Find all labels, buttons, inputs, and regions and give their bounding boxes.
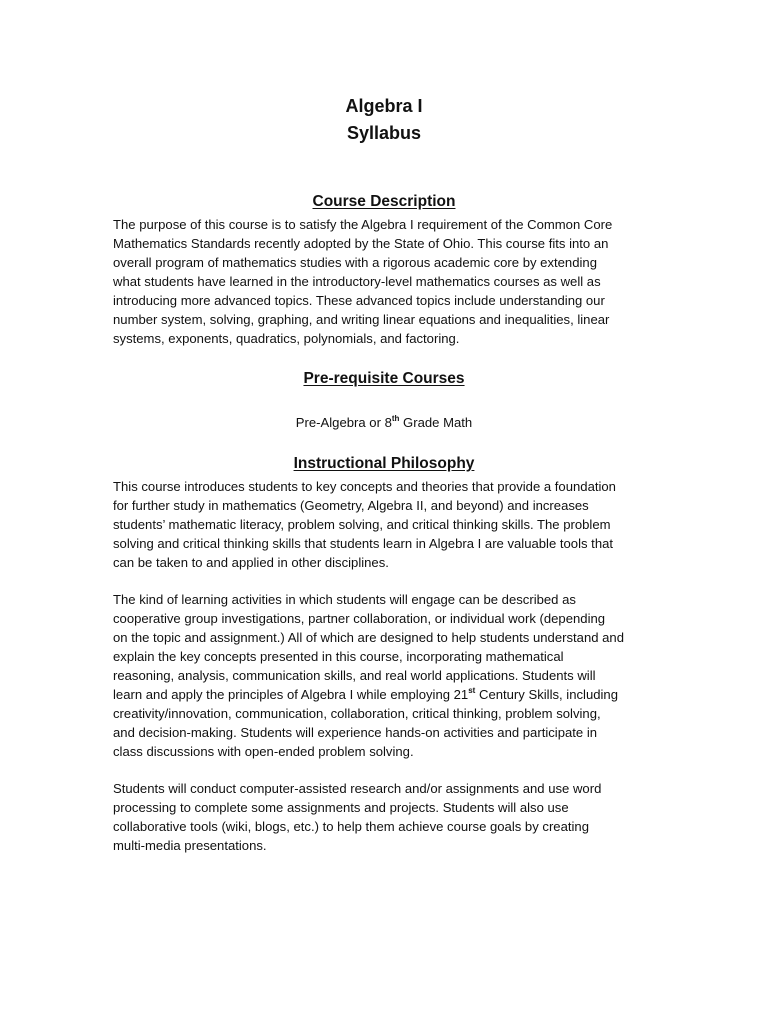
sup-line-after: Century Skills, including [475,687,618,702]
text-line: This course introduces students to key concepts and theories that provide a foundation [113,479,616,494]
text-line: solving and critical thinking skills that students learn in Algebra I are valuable tools that [113,536,614,551]
philosophy-paragraph-2 [113,590,661,761]
course-description-heading: Course Description [312,193,456,210]
text-line: introducing more advanced topics. These advanced topics include understanding our [113,293,605,308]
prereq-superscript: th [391,414,400,423]
text-line: cooperative group investigations, partner collaboration, or individual work (depending [113,611,606,626]
text-line: class discussions with open-ended problem solving. [113,744,414,759]
text-line: processing to complete some assignments and projects. Students will also use [113,800,569,815]
text-line: and decision-making. Students will experience hands-on activities and participate in [113,725,598,740]
text-line: students’ mathematic literacy, problem solving, and critical thinking skills. The problem [113,517,611,532]
text-line: for further study in mathematics (Geometry, Algebra II, and beyond) and increases [113,498,589,513]
text-line: on the topic and assignment.) All of which are designed to help students understand and [113,630,624,645]
course-description-text [113,215,661,348]
text-line: what students have learned in the introductory-level mathematics courses as well as [113,274,601,289]
text-line: creativity/innovation, communication, collaboration, critical thinking, problem solving, [113,706,601,721]
text-line: multi-media presentations. [113,838,267,853]
text-line: systems, exponents, quadratics, polynomials, and factoring. [113,331,460,346]
philosophy-paragraph-1 [113,477,661,572]
sup-line-superscript: st [468,686,476,695]
text-line: can be taken to and applied in other disciplines. [113,555,389,570]
text-line: Mathematics Standards recently adopted by the State of Ohio. This course fits into an [113,236,609,251]
prereq-text-before: Pre-Algebra or 8 [295,415,392,430]
title-line-1: Algebra I [345,96,423,116]
prerequisites-heading: Pre-requisite Courses [303,370,465,387]
document-title [0,93,768,147]
text-line: overall program of mathematics studies with a rigorous academic core by extending [113,255,597,270]
philosophy-paragraph-3 [113,779,661,855]
text-line-with-superscript [113,685,661,704]
instructional-philosophy-heading: Instructional Philosophy [293,455,475,472]
text-line: Students will conduct computer-assisted research and/or assignments and use word [113,781,602,796]
prerequisites-text [0,413,768,432]
text-line: explain the key concepts presented in this course, incorporating mathematical [113,649,564,664]
sup-line-before: learn and apply the principles of Algebra I while employing 21 [113,687,469,702]
text-line: The kind of learning activities in which students will engage can be described as [113,592,576,607]
text-line: The purpose of this course is to satisfy the Algebra I requirement of the Common Core [113,217,613,232]
prereq-text-after: Grade Math [399,415,473,430]
title-line-2: Syllabus [346,123,422,143]
text-line: number system, solving, graphing, and writing linear equations and inequalities, linear [113,312,610,327]
text-line: collaborative tools (wiki, blogs, etc.) to help them achieve course goals by creating [113,819,589,834]
text-line: reasoning, analysis, communication skills, and real world applications. Students will [113,668,596,683]
